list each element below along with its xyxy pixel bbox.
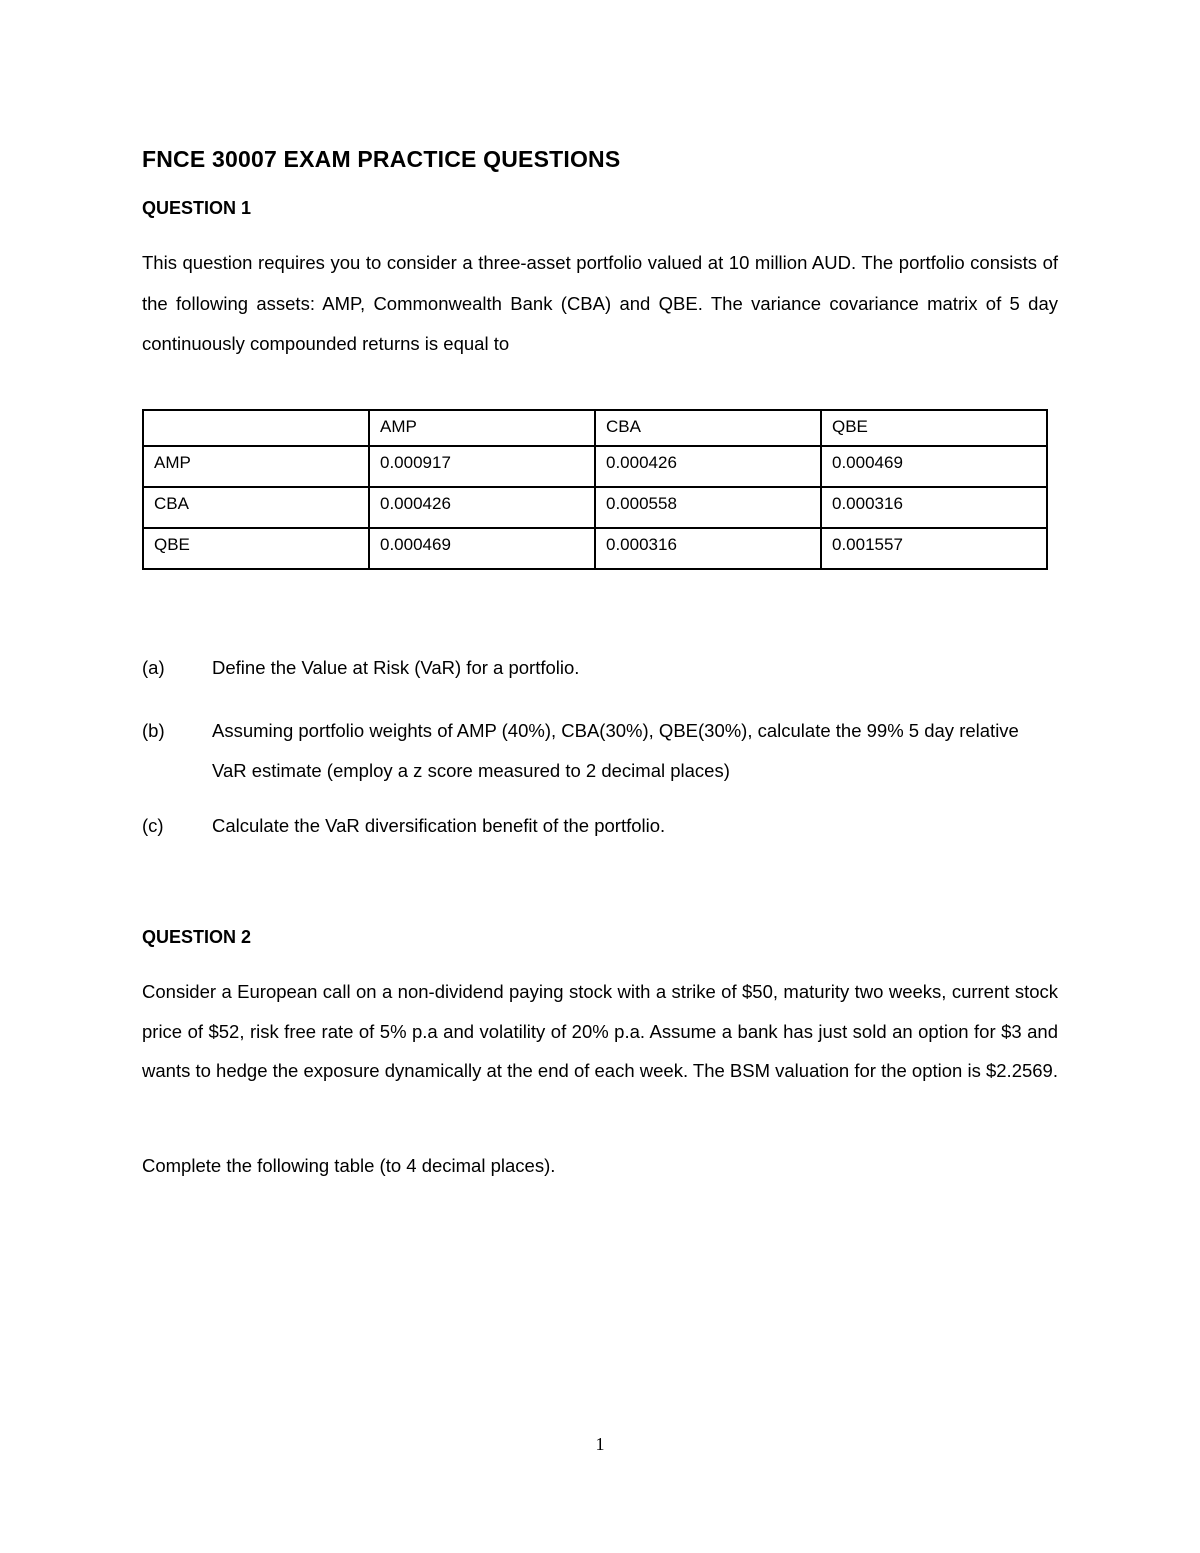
covariance-matrix-table — [142, 409, 1048, 570]
table-row — [143, 446, 1047, 487]
question-2-instruction: Complete the following table (to 4 decimal places). — [142, 1155, 556, 1176]
table-cell: 0.000469 — [369, 528, 595, 569]
question-2-intro: Consider a European call on a non-dividend paying stock with a strike of $50, maturity two weeks, current stock price of $52, risk free rate of 5% p.a and volatility of 20% p.a. Assume a bank has just sold an option for $3 and wants to hedge the exposure dynamically at the end of each week. The BSM valuation for the option is $2.2569. — [142, 981, 1058, 1081]
question-1-intro: This question requires you to consider a three-asset portfolio valued at 10 million AUD. The portfolio consists of the following assets: AMP, Commonwealth Bank (CBA) and QBE. The variance covariance matrix of 5 day continuously compounded returns is equal to — [142, 252, 1058, 354]
part-text: Calculate the VaR diversification benefit of the portfolio. — [212, 815, 666, 836]
part-label: (b) — [142, 720, 165, 741]
table-cell: CBA — [143, 487, 369, 528]
question-1-heading: QUESTION 1 — [142, 198, 252, 218]
part-text: Define the Value at Risk (VaR) for a portfolio. — [212, 657, 580, 678]
table-cell: 0.000316 — [595, 528, 821, 569]
table-cell: 0.001557 — [821, 528, 1047, 569]
table-row — [143, 487, 1047, 528]
table-cell: 0.000426 — [595, 446, 821, 487]
table-cell: AMP — [143, 446, 369, 487]
page-number: 1 — [595, 1434, 605, 1454]
question-2-heading: QUESTION 2 — [142, 927, 252, 947]
table-cell: 0.000426 — [369, 487, 595, 528]
table-cell: 0.000917 — [369, 446, 595, 487]
table-header-row — [143, 410, 1047, 446]
part-text: Assuming portfolio weights of AMP (40%), CBA(30%), QBE(30%), calculate the 99% 5 day relative VaR estimate (employ a z score measured to 2 decimal places) — [212, 720, 1019, 781]
table-row — [143, 528, 1047, 569]
table-cell: 0.000558 — [595, 487, 821, 528]
table-header-cell — [143, 410, 369, 446]
table-cell: 0.000316 — [821, 487, 1047, 528]
part-label: (c) — [142, 815, 164, 836]
table-cell: QBE — [143, 528, 369, 569]
page-title: FNCE 30007 EXAM PRACTICE QUESTIONS — [142, 146, 621, 172]
table-header-cell: CBA — [595, 410, 821, 446]
table-header-cell: AMP — [369, 410, 595, 446]
table-header-cell: QBE — [821, 410, 1047, 446]
part-label: (a) — [142, 657, 165, 678]
table-cell: 0.000469 — [821, 446, 1047, 487]
